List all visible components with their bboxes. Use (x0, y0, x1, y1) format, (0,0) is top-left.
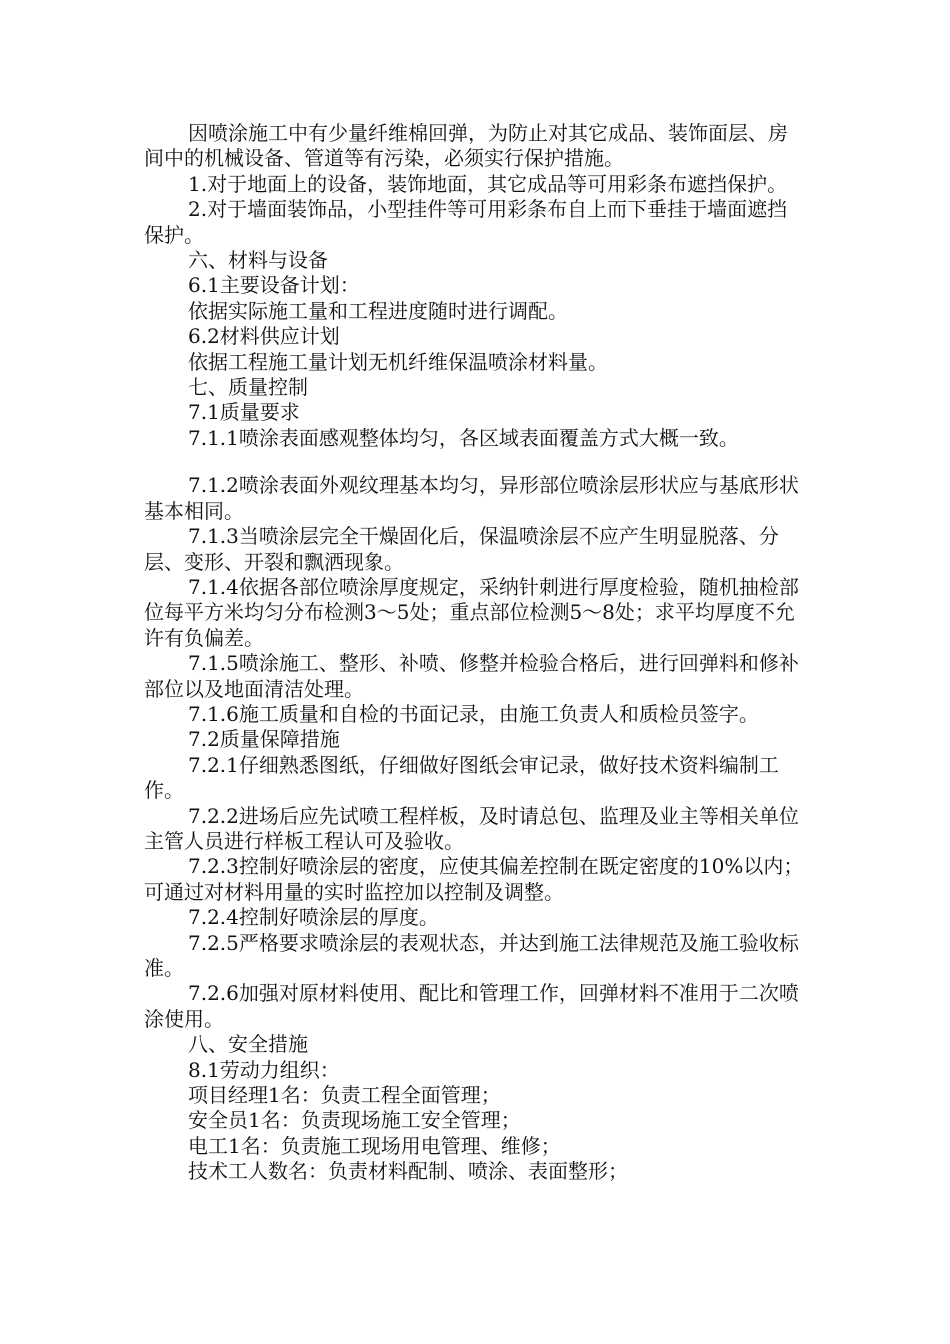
paragraph-technical-workers: 技术工人数名：负责材料配制、喷涂、表面整形； (188, 1159, 628, 1184)
subheading-material-supply: 6.2材料供应计划 (188, 324, 340, 349)
paragraph-quality-7-1-3: 7.1.3当喷涂层完全干燥固化后，保温喷涂层不应产生明显脱落、分层、变形、开裂和飘洒现象。 (144, 524, 779, 574)
paragraph-protection-intro: 因喷涂施工中有少量纤维棉回弹，为防止对其它成品、装饰面层、房间中的机械设备、管道等有污染，必须实行保护措施。 (144, 121, 788, 171)
paragraph-quality-7-1-1: 7.1.1喷涂表面感观整体均匀，各区域表面覆盖方式大概一致。 (188, 425, 739, 450)
paragraph-assurance-7-2-2: 7.2.2进场后应先试喷工程样板，及时请总包、监理及业主等相关单位主管人员进行样板工程认可及验收。 (144, 803, 799, 853)
subheading-labor-organization: 8.1劳动力组织： (188, 1057, 340, 1082)
section-heading-safety: 八、安全措施 (188, 1032, 308, 1057)
paragraph-assurance-7-2-4: 7.2.4控制好喷涂层的厚度。 (188, 905, 439, 930)
subheading-equipment-plan: 6.1主要设备计划： (188, 273, 360, 298)
paragraph-protection-item-2: 2.对于墙面装饰品，小型挂件等可用彩条布自上而下垂挂于墙面遮挡保护。 (144, 197, 788, 247)
paragraph-project-manager: 项目经理1名：负责工程全面管理； (188, 1083, 501, 1108)
paragraph-quality-7-1-4: 7.1.4依据各部位喷涂厚度规定，采纳针刺进行厚度检验，随机抽检部位每平方米均匀分布检测3～5处；重点部位检测5～8处；求平均厚度不允许有负偏差。 (144, 574, 799, 650)
paragraph-equipment-plan: 依据实际施工量和工程进度随时进行调配。 (188, 298, 568, 323)
paragraph-assurance-7-2-5: 7.2.5严格要求喷涂层的表观状态，并达到施工法律规范及施工验收标准。 (144, 930, 799, 980)
paragraph-quality-7-1-2: 7.1.2喷涂表面外观纹理基本均匀，异形部位喷涂层形状应与基底形状基本相同。 (144, 473, 799, 523)
paragraph-material-supply: 依据工程施工量计划无机纤维保温喷涂材料量。 (188, 349, 608, 374)
subheading-quality-requirements: 7.1质量要求 (188, 400, 300, 425)
subheading-quality-assurance: 7.2质量保障措施 (188, 727, 340, 752)
paragraph-assurance-7-2-1: 7.2.1仔细熟悉图纸，仔细做好图纸会审记录，做好技术资料编制工作。 (144, 752, 779, 803)
document-body (144, 121, 804, 1185)
paragraph-protection-item-1: 1.对于地面上的设备，装饰地面，其它成品等可用彩条布遮挡保护。 (188, 171, 788, 196)
paragraph-electrician: 电工1名：负责施工现场用电管理、维修； (188, 1133, 561, 1158)
paragraph-quality-7-1-6: 7.1.6施工质量和自检的书面记录，由施工负责人和质检员签字。 (188, 701, 759, 726)
paragraph-quality-7-1-5: 7.1.5喷涂施工、整形、补喷、修整并检验合格后，进行回弹料和修补部位以及地面清洁处理。 (144, 651, 799, 701)
paragraph-assurance-7-2-3: 7.2.3控制好喷涂层的密度，应使其偏差控制在既定密度的10%以内；可通过对材料用量的实时监控加以控制及调整。 (144, 854, 804, 904)
section-heading-materials: 六、材料与设备 (188, 248, 328, 273)
section-heading-quality: 七、质量控制 (188, 375, 308, 400)
paragraph-safety-officer: 安全员1名：负责现场施工安全管理； (188, 1108, 521, 1133)
paragraph-assurance-7-2-6: 7.2.6加强对原材料使用、配比和管理工作，回弹材料不准用于二次喷涂使用。 (144, 981, 799, 1031)
blank-line (144, 451, 804, 473)
